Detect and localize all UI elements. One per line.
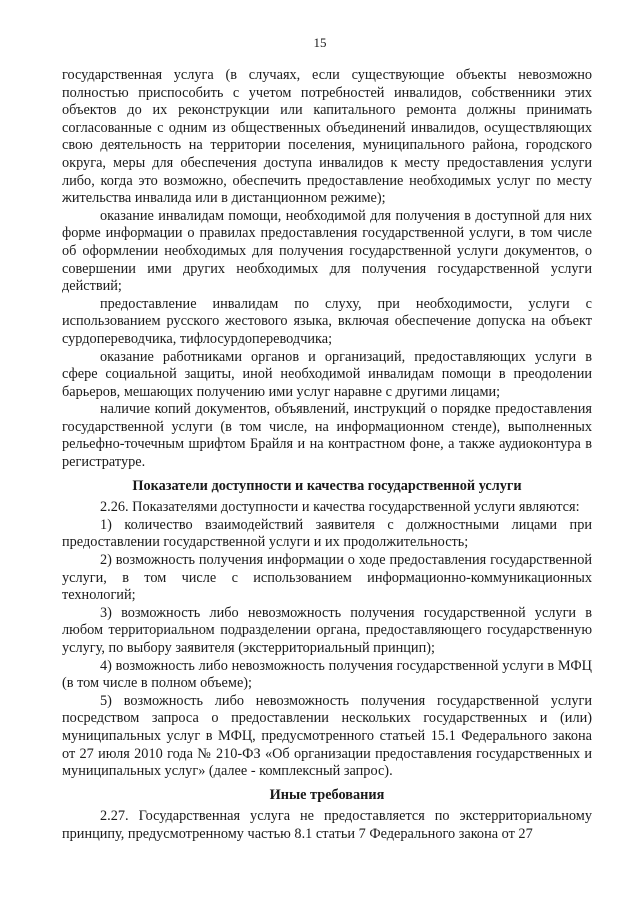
paragraph: государственная услуга (в случаях, если существующие объекты невозможно полностью приспособить с учетом потребностей инвалидов, собственники этих объектов до их реконструкции или капитального ремонта должны принимать согласованные с одним из общественных объединений инвалидов, осуществляющих свою деятельность на территории поселения, муниципального района, городского округа, меры для обеспечения доступа инвалидов к месту предоставления услуги либо, когда это возможно, обеспечить предоставление необходимых услуг по месту жительства инвалида или в дистанционном режиме); — [62, 67, 592, 207]
paragraph: 2.26. Показателями доступности и качества государственной услуги являются: — [100, 499, 580, 516]
page-number: 15 — [313, 35, 327, 50]
document-body — [62, 67, 592, 844]
list-item: 4) возможность либо невозможность получения государственной услуги в МФЦ (в том числе в полном объеме); — [62, 657, 592, 692]
list-item: 3) возможность либо невозможность получения государственной услуги в любом территориальном подразделении органа, предоставляющего государственную услугу, по выбору заявителя (экстерриториальный принцип); — [62, 604, 592, 656]
paragraph: 2.27. Государственная услуга не предоставляется по экстерриториальному принципу, предусмотренному частью 8.1 статьи 7 Федерального закона от 27 — [62, 808, 592, 842]
list-item: 1) количество взаимодействий заявителя с должностными лицами при предоставлении государственной услуги и их продолжительность; — [62, 516, 592, 551]
paragraph: наличие копий документов, объявлений, инструкций о порядке предоставления государственной услуги (в том числе, на информационном стенде), выполненных рельефно-точечным шрифтом Брайля и на контрастном фоне, а также аудиоконтура в регистратуре. — [62, 401, 592, 471]
section-heading: Показатели доступности и качества государственной услуги — [132, 477, 522, 494]
section-heading: Иные требования — [269, 786, 385, 803]
paragraph: предоставление инвалидам по слуху, при необходимости, услуги с использованием русского жестового языка, включая обеспечение допуска на объект сурдопереводчика, тифлосурдопереводчика; — [62, 295, 592, 347]
paragraph: оказание работниками органов и организаций, предоставляющих услуги в сфере социальной защиты, иной необходимой инвалидам помощи в преодолении барьеров, мешающих получению ими услуг наравне с другими лицами; — [62, 348, 592, 400]
list-item: 2) возможность получения информации о ходе предоставления государственной услуги, в том числе с использованием информационно-коммуникационных технологий; — [62, 552, 592, 604]
paragraph: оказание инвалидам помощи, необходимой для получения в доступной для них форме информации о правилах предоставления государственной услуги, в том числе об оформлении необходимых для получения государственной услуги документов, о совершении ими других необходимых для получения государственной услуги действий; — [62, 207, 592, 295]
list-item: 5) возможность либо невозможность получения государственной услуги посредством запроса о предоставлении нескольких государственных и (или) муниципальных услуг в МФЦ, предусмотренного статьей 15.1 Федерального закона от 27 июля 2010 года № 210-ФЗ «Об организации предоставления государственных и муниципальных услуг» (далее - комплексный запрос). — [62, 692, 592, 780]
